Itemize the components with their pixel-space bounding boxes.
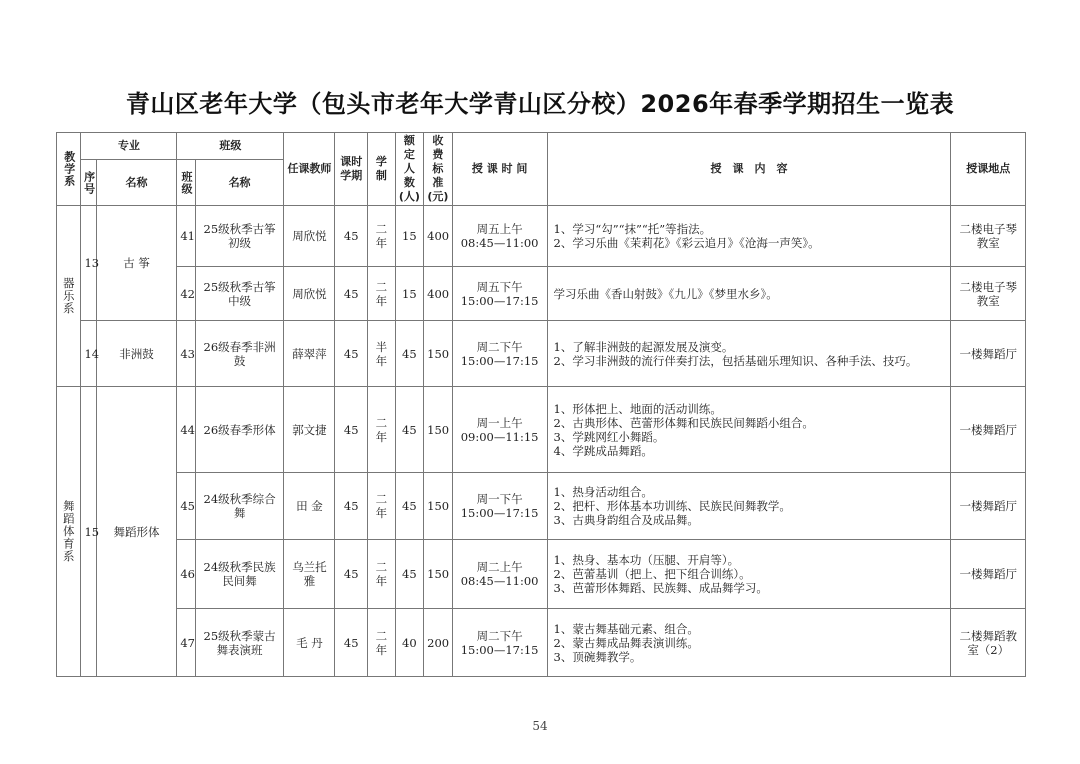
content-cell: 1、热身活动组合。 2、把杆、形体基本功训练、民族民间舞教学。 3、古典身韵组合及成品舞。	[547, 473, 951, 540]
time-cell: 周二上午 08:45—11:00	[452, 540, 547, 609]
header-time: 授 课 时 间	[452, 133, 547, 206]
major-name-cell: 舞蹈形体	[96, 387, 177, 677]
header-quota: 额定人数(人)	[395, 133, 424, 206]
page-title: 青山区老年大学（包头市老年大学青山区分校）2026年春季学期招生一览表	[125, 90, 955, 118]
hours-cell: 45	[335, 387, 368, 473]
page-number: 54	[532, 719, 548, 733]
class-name-cell: 24级秋季综合舞	[195, 473, 284, 540]
teacher-cell: 周欣悦	[284, 206, 335, 267]
duration-cell: 二年	[368, 473, 396, 540]
teacher-cell: 周欣悦	[284, 267, 335, 321]
header-teacher: 任课教师	[284, 133, 335, 206]
location-cell: 二楼电子琴教室	[951, 267, 1026, 321]
location-cell: 一楼舞蹈厅	[951, 473, 1026, 540]
hours-cell: 45	[335, 473, 368, 540]
time-cell: 周二下午 15:00—17:15	[452, 609, 547, 677]
duration-cell: 二年	[368, 609, 396, 677]
quota-cell: 45	[395, 387, 424, 473]
header-class-name: 名称	[195, 160, 284, 206]
time-cell: 周一上午 09:00—11:15	[452, 387, 547, 473]
time-cell: 周五上午 08:45—11:00	[452, 206, 547, 267]
class-name-cell: 24级秋季民族民间舞	[195, 540, 284, 609]
fee-cell: 400	[424, 267, 453, 321]
content-cell: 1、了解非洲鼓的起源发展及演变。 2、学习非洲鼓的流行伴奏打法，包括基础乐理知识、各种手法、技巧。	[547, 321, 951, 387]
duration-cell: 二年	[368, 206, 396, 267]
header-hours: 课时学期	[335, 133, 368, 206]
hours-cell: 45	[335, 206, 368, 267]
hours-cell: 45	[335, 321, 368, 387]
class-no-cell: 44	[177, 387, 195, 473]
major-no-cell: 13	[81, 206, 96, 321]
hours-cell: 45	[335, 540, 368, 609]
table-row	[57, 609, 1026, 677]
quota-cell: 15	[395, 206, 424, 267]
location-cell: 一楼舞蹈厅	[951, 387, 1026, 473]
table-row	[57, 387, 1026, 473]
header-row-1	[57, 133, 1026, 160]
fee-cell: 200	[424, 609, 453, 677]
quota-cell: 45	[395, 473, 424, 540]
dept-cell: 器乐系	[57, 206, 81, 387]
class-name-cell: 25级秋季蒙古舞表演班	[195, 609, 284, 677]
content-cell: 学习乐曲《香山射鼓》《九儿》《梦里水乡》。	[547, 267, 951, 321]
location-cell: 一楼舞蹈厅	[951, 540, 1026, 609]
major-name-cell: 非洲鼓	[96, 321, 177, 387]
teacher-cell: 郭文捷	[284, 387, 335, 473]
duration-cell: 二年	[368, 267, 396, 321]
major-no-cell: 15	[81, 387, 96, 677]
class-name-cell: 25级秋季古筝中级	[195, 267, 284, 321]
time-cell: 周二下午 15:00—17:15	[452, 321, 547, 387]
header-content: 授 课 内 容	[547, 133, 951, 206]
class-no-cell: 41	[177, 206, 195, 267]
fee-cell: 150	[424, 540, 453, 609]
hours-cell: 45	[335, 609, 368, 677]
content-cell: 1、蒙古舞基础元素、组合。 2、蒙古舞成品舞表演训练。 3、顶碗舞教学。	[547, 609, 951, 677]
fee-cell: 150	[424, 473, 453, 540]
table-row	[57, 473, 1026, 540]
content-cell: 1、热身、基本功（压腿、开肩等）。 2、芭蕾基训（把上、把下组合训练）。 3、芭蕾形体舞蹈、民族舞、成品舞学习。	[547, 540, 951, 609]
class-name-cell: 26级春季非洲鼓	[195, 321, 284, 387]
duration-cell: 二年	[368, 387, 396, 473]
time-cell: 周一下午 15:00—17:15	[452, 473, 547, 540]
header-class: 班级	[177, 133, 284, 160]
header-major: 专业	[81, 133, 177, 160]
location-cell: 二楼舞蹈教室（2）	[951, 609, 1026, 677]
class-no-cell: 45	[177, 473, 195, 540]
teacher-cell: 乌兰托雅	[284, 540, 335, 609]
enrollment-table	[56, 132, 1026, 677]
hours-cell: 45	[335, 267, 368, 321]
class-name-cell: 26级春季形体	[195, 387, 284, 473]
fee-cell: 400	[424, 206, 453, 267]
table-row	[57, 321, 1026, 387]
content-cell: 1、学习“勾”“抹”“托”等指法。 2、学习乐曲《茉莉花》《彩云追月》《沧海一声笑》。	[547, 206, 951, 267]
location-cell: 二楼电子琴教室	[951, 206, 1026, 267]
duration-cell: 二年	[368, 540, 396, 609]
teacher-cell: 薛翠萍	[284, 321, 335, 387]
teacher-cell: 毛 丹	[284, 609, 335, 677]
class-name-cell: 25级秋季古筝初级	[195, 206, 284, 267]
location-cell: 一楼舞蹈厅	[951, 321, 1026, 387]
class-no-cell: 43	[177, 321, 195, 387]
major-name-cell: 古 筝	[96, 206, 177, 321]
quota-cell: 15	[395, 267, 424, 321]
table-row	[57, 206, 1026, 267]
class-no-cell: 42	[177, 267, 195, 321]
class-no-cell: 46	[177, 540, 195, 609]
header-class-no: 班级	[177, 160, 195, 206]
quota-cell: 40	[395, 609, 424, 677]
class-no-cell: 47	[177, 609, 195, 677]
header-location: 授课地点	[951, 133, 1026, 206]
header-major-name: 名称	[96, 160, 177, 206]
table-row	[57, 540, 1026, 609]
header-major-no: 序号	[81, 160, 96, 206]
header-duration: 学制	[368, 133, 396, 206]
fee-cell: 150	[424, 321, 453, 387]
duration-cell: 半年	[368, 321, 396, 387]
content-cell: 1、形体把上、地面的活动训练。 2、古典形体、芭蕾形体舞和民族民间舞蹈小组合。 3、学跳网红小舞蹈。 4、学跳成品舞蹈。	[547, 387, 951, 473]
quota-cell: 45	[395, 540, 424, 609]
dept-cell: 舞蹈体育系	[57, 387, 81, 677]
teacher-cell: 田 金	[284, 473, 335, 540]
fee-cell: 150	[424, 387, 453, 473]
time-cell: 周五下午 15:00—17:15	[452, 267, 547, 321]
major-no-cell: 14	[81, 321, 96, 387]
header-dept: 教学系	[57, 133, 81, 206]
quota-cell: 45	[395, 321, 424, 387]
header-fee: 收费标准(元)	[424, 133, 453, 206]
table-row	[57, 267, 1026, 321]
